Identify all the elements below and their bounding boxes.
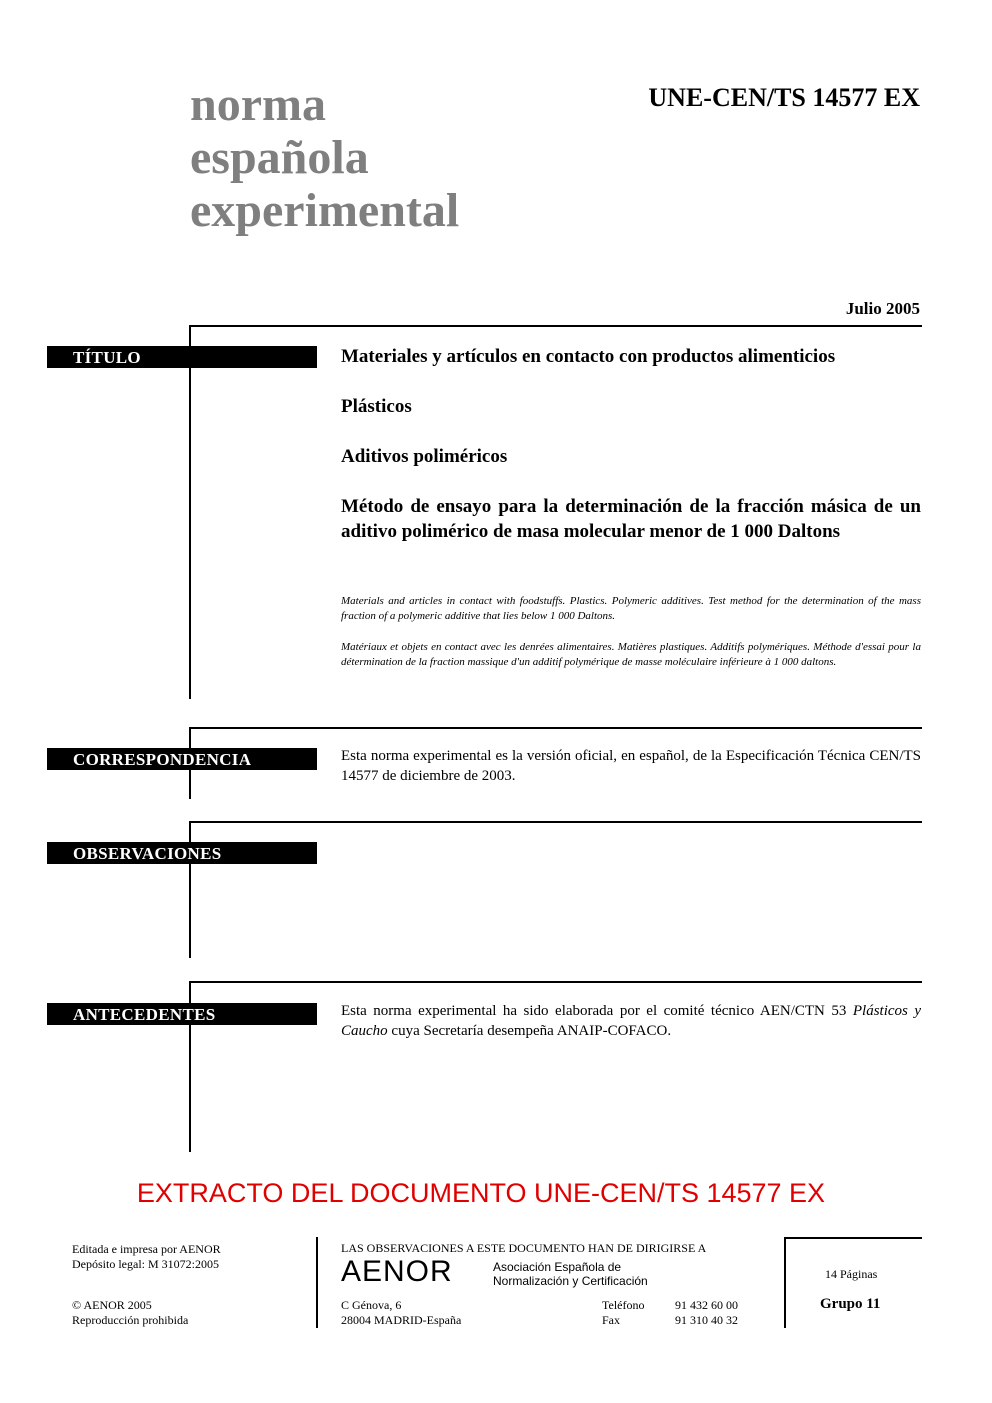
english-title: Materials and articles in contact with foodstuffs. Plastics. Polymeric additives. Test method for the determination of the mass fraction of a polymeric additive that lies below 1 000 Daltons. [341,595,921,622]
section-rule [190,981,922,983]
legal-deposit: Depósito legal: M 31072:2005 [72,1257,219,1271]
correspondencia-text: Esta norma experimental es la versión oficial, en español, de la Especificación Técnica CEN/TS 14577 de diciembre de 2003. [341,748,921,784]
address [341,1298,461,1328]
section-rule [189,325,191,699]
footer-rule [784,1237,786,1328]
masthead-line: experimental [190,184,460,237]
title-line: Plásticos [341,396,412,417]
antecedentes-text [341,1001,921,1041]
price-group: Grupo 11 [820,1296,881,1312]
section-rule [190,325,922,327]
section-label-correspondencia: CORRESPONDENCIA [47,748,317,770]
fax-label: Fax [602,1313,620,1327]
section-label-observaciones: OBSERVACIONES [47,842,317,864]
aenor-name-line: Asociación Española de [493,1260,622,1274]
footer-rule [785,1237,922,1239]
antecedentes-text-part: Esta norma experimental ha sido elaborada por el comité técnico AEN/CTN 53 [341,1003,853,1019]
footer-rule [316,1237,318,1328]
title-line: Método de ensayo para la determinación de la fracción másica de un aditivo polimérico de masa molecular menor de 1 000 Daltons [341,496,921,542]
aenor-full-name [493,1260,648,1288]
reproduction-notice: Reproducción prohibida [72,1313,189,1327]
section-label-antecedentes: ANTECEDENTES [47,1003,317,1025]
copyright: © AENOR 2005 [72,1298,152,1312]
observations-header: LAS OBSERVACIONES A ESTE DOCUMENTO HAN DE DIRIGIRSE A [341,1241,707,1255]
address-line: 28004 MADRID-España [341,1313,462,1327]
masthead-title [190,78,459,237]
aenor-name-line: Normalización y Certificación [493,1274,648,1288]
edition-info [72,1242,221,1272]
phone-number: 91 432 60 00 [675,1298,738,1312]
fax-number: 91 310 40 32 [675,1313,738,1327]
extract-watermark: EXTRACTO DEL DOCUMENTO UNE-CEN/TS 14577 EX [136,1178,826,1208]
french-title: Matériaux et objets en contact avec les denrées alimentaires. Matières plastiques. Additifs polymériques. Méthode d'essai pour la détermination de la fraction massique d'un additif polymérique de masse moléculaire inférieure à 1 000 daltons. [341,641,921,668]
standard-code: UNE-CEN/TS 14577 EX [648,83,920,112]
page-count: 14 Páginas [825,1267,878,1281]
copyright-info [72,1298,188,1328]
masthead-line: norma [190,78,326,131]
masthead-line: española [190,131,369,184]
section-label-titulo: TÍTULO [47,346,317,368]
section-rule [190,821,922,823]
address-line: C Génova, 6 [341,1298,402,1312]
phone-label: Teléfono [602,1298,645,1312]
title-line: Aditivos poliméricos [341,446,508,467]
publication-date: Julio 2005 [845,299,920,318]
contact-labels [602,1298,644,1328]
committee-name: Plásticos y Caucho [341,1003,922,1039]
antecedentes-text-part: cuya Secretaría desempeña ANAIP-COFACO. [387,1023,672,1039]
section-rule [190,727,922,729]
aenor-logo: AENOR [341,1255,453,1288]
title-line: Materiales y artículos en contacto con productos alimenticios [341,346,836,367]
contact-numbers [675,1298,738,1328]
edited-by: Editada e impresa por AENOR [72,1242,221,1256]
